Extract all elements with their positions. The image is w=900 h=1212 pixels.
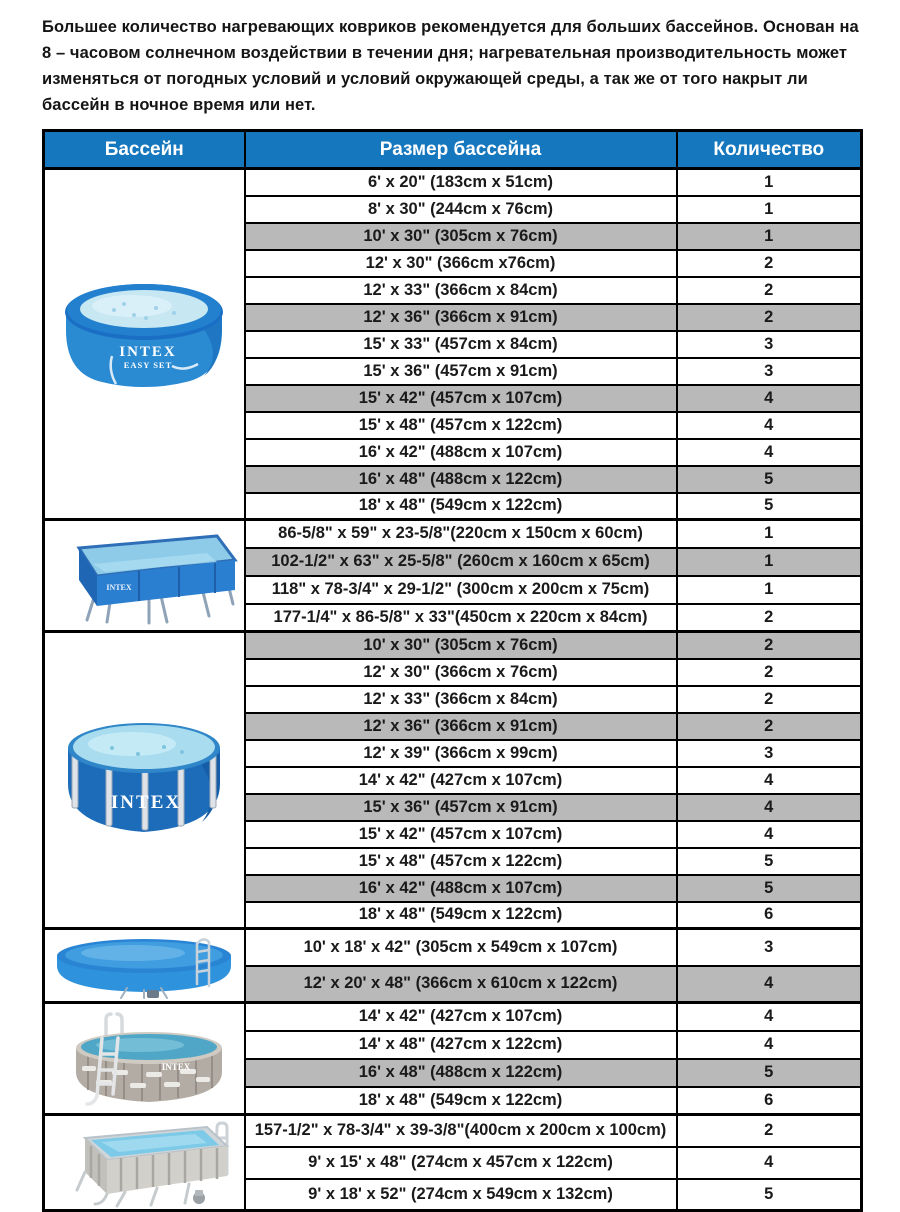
pool-size: 177-1/4" x 86-5/8" x 33"(450cm x 220cm x 84cm) — [245, 604, 677, 632]
metal-frame-pool-cell — [44, 632, 245, 929]
pool-size: 16' x 48" (488cm x 122cm) — [245, 466, 677, 493]
mat-quantity: 2 — [677, 686, 862, 713]
mat-quantity: 5 — [677, 466, 862, 493]
mat-quantity: 2 — [677, 1115, 862, 1147]
table-row — [44, 520, 862, 548]
pool-size: 15' x 42" (457cm x 107cm) — [245, 821, 677, 848]
pool-size: 14' x 42" (427cm x 107cm) — [245, 767, 677, 794]
mat-quantity: 5 — [677, 493, 862, 520]
pool-size: 12' x 39" (366cm x 99cm) — [245, 740, 677, 767]
mat-quantity: 4 — [677, 1147, 862, 1179]
pool-size: 12' x 30" (366cm x76cm) — [245, 250, 677, 277]
header-pool-column: Бассейн — [44, 131, 245, 169]
header-quantity-column: Количество — [677, 131, 862, 169]
ultra-frame-pool-cell — [44, 1003, 245, 1115]
pool-size: 12' x 20' x 48" (366cm x 610cm x 122cm) — [245, 966, 677, 1003]
pool-size: 18' x 48" (549cm x 122cm) — [245, 493, 677, 520]
ultra-rect-pool-image — [49, 1118, 239, 1208]
mat-quantity: 4 — [677, 412, 862, 439]
pool-size: 16' x 42" (488cm x 107cm) — [245, 439, 677, 466]
rect-frame-pool-cell — [44, 520, 245, 632]
pool-size: 15' x 42" (457cm x 107cm) — [245, 385, 677, 412]
pool-size: 10' x 30" (305cm x 76cm) — [245, 223, 677, 250]
oval-pool-image — [49, 932, 239, 1000]
pool-table-body — [44, 169, 862, 1211]
pool-size: 12' x 33" (366cm x 84cm) — [245, 277, 677, 304]
pool-size: 12' x 33" (366cm x 84cm) — [245, 686, 677, 713]
easy-set-subbrand-text: EASY SET — [123, 360, 173, 370]
mat-quantity: 5 — [677, 848, 862, 875]
table-row — [44, 1003, 862, 1031]
mat-quantity: 4 — [677, 767, 862, 794]
easy-set-brand-text: INTEX — [119, 344, 178, 360]
mat-quantity: 2 — [677, 632, 862, 659]
rect-frame-pool-image — [49, 526, 239, 626]
table-header — [44, 131, 862, 169]
pool-size: 9' x 15' x 48" (274cm x 457cm x 122cm) — [245, 1147, 677, 1179]
mat-quantity: 2 — [677, 250, 862, 277]
mat-quantity: 6 — [677, 902, 862, 929]
mat-quantity: 5 — [677, 1059, 862, 1087]
mat-quantity: 1 — [677, 548, 862, 576]
pool-size: 15' x 33" (457cm x 84cm) — [245, 331, 677, 358]
mat-quantity: 4 — [677, 821, 862, 848]
ultra-rect-pool-cell — [44, 1115, 245, 1211]
mat-quantity: 3 — [677, 331, 862, 358]
pool-size: 9' x 18' x 52" (274cm x 549cm x 132cm) — [245, 1179, 677, 1211]
mat-quantity: 4 — [677, 966, 862, 1003]
pool-size: 12' x 36" (366cm x 91cm) — [245, 713, 677, 740]
easy-set-pool-image — [54, 260, 234, 428]
rect-frame-brand-text: INTEX — [106, 582, 132, 592]
mat-quantity: 4 — [677, 1003, 862, 1031]
intro-paragraph: Большее количество нагревающих ковриков рекомендуется для больших бассейнов. Основан на 8 – часовом солнечном воздействии в течении дня; нагревательная производительность может изменяться от погодных условий и условий окружающей среды, а так же от того накрыт ли бассейн в ночное время или нет. — [42, 18, 859, 114]
mat-quantity: 4 — [677, 439, 862, 466]
pool-size: 15' x 48" (457cm x 122cm) — [245, 412, 677, 439]
pool-size: 12' x 36" (366cm x 91cm) — [245, 304, 677, 331]
table-row — [44, 632, 862, 659]
table-row — [44, 929, 862, 966]
mat-quantity: 6 — [677, 1087, 862, 1115]
pool-size: 14' x 48" (427cm x 122cm) — [245, 1031, 677, 1059]
pool-size: 10' x 18' x 42" (305cm x 549cm x 107cm) — [245, 929, 677, 966]
mat-quantity: 2 — [677, 277, 862, 304]
mat-quantity: 3 — [677, 929, 862, 966]
pool-size: 86-5/8" x 59" x 23-5/8"(220cm x 150cm x 60cm) — [245, 520, 677, 548]
metal-frame-pool-image — [54, 704, 234, 856]
mat-quantity: 5 — [677, 1179, 862, 1211]
mat-quantity: 4 — [677, 385, 862, 412]
mat-quantity: 1 — [677, 196, 862, 223]
mat-quantity: 2 — [677, 304, 862, 331]
mat-quantity: 1 — [677, 223, 862, 250]
pool-size: 18' x 48" (549cm x 122cm) — [245, 902, 677, 929]
pool-size: 8' x 30" (244cm x 76cm) — [245, 196, 677, 223]
table-row — [44, 1115, 862, 1147]
ultra-frame-brand-text: INTEX — [161, 1061, 191, 1072]
mat-quantity: 1 — [677, 169, 862, 196]
mat-quantity: 3 — [677, 740, 862, 767]
pool-size: 16' x 42" (488cm x 107cm) — [245, 875, 677, 902]
pool-sizing-table — [42, 129, 863, 1212]
pool-size: 118" x 78-3/4" x 29-1/2" (300cm x 200cm x 75cm) — [245, 576, 677, 604]
pool-size: 15' x 36" (457cm x 91cm) — [245, 794, 677, 821]
mat-quantity: 2 — [677, 604, 862, 632]
oval-pool-cell — [44, 929, 245, 1003]
mat-quantity: 4 — [677, 1031, 862, 1059]
pool-size: 10' x 30" (305cm x 76cm) — [245, 632, 677, 659]
metal-frame-brand-text: INTEX — [111, 792, 182, 813]
mat-quantity: 1 — [677, 576, 862, 604]
pool-size: 6' x 20" (183cm x 51cm) — [245, 169, 677, 196]
pool-size: 157-1/2" x 78-3/4" x 39-3/8"(400cm x 200cm x 100cm) — [245, 1115, 677, 1147]
mat-quantity: 2 — [677, 659, 862, 686]
pool-size: 12' x 30" (366cm x 76cm) — [245, 659, 677, 686]
pool-size: 102-1/2" x 63" x 25-5/8" (260cm x 160cm x 65cm) — [245, 548, 677, 576]
pool-size: 15' x 36" (457cm x 91cm) — [245, 358, 677, 385]
header-size-column: Размер бассейна — [245, 131, 677, 169]
easy-set-pool-cell — [44, 169, 245, 520]
pool-size: 18' x 48" (549cm x 122cm) — [245, 1087, 677, 1115]
pool-size: 16' x 48" (488cm x 122cm) — [245, 1059, 677, 1087]
mat-quantity: 2 — [677, 713, 862, 740]
mat-quantity: 4 — [677, 794, 862, 821]
header-row — [44, 131, 862, 169]
pool-size: 14' x 42" (427cm x 107cm) — [245, 1003, 677, 1031]
ultra-frame-pool-image — [54, 1008, 234, 1110]
table-row — [44, 169, 862, 196]
mat-quantity: 5 — [677, 875, 862, 902]
mat-quantity: 1 — [677, 520, 862, 548]
pool-size: 15' x 48" (457cm x 122cm) — [245, 848, 677, 875]
mat-quantity: 3 — [677, 358, 862, 385]
